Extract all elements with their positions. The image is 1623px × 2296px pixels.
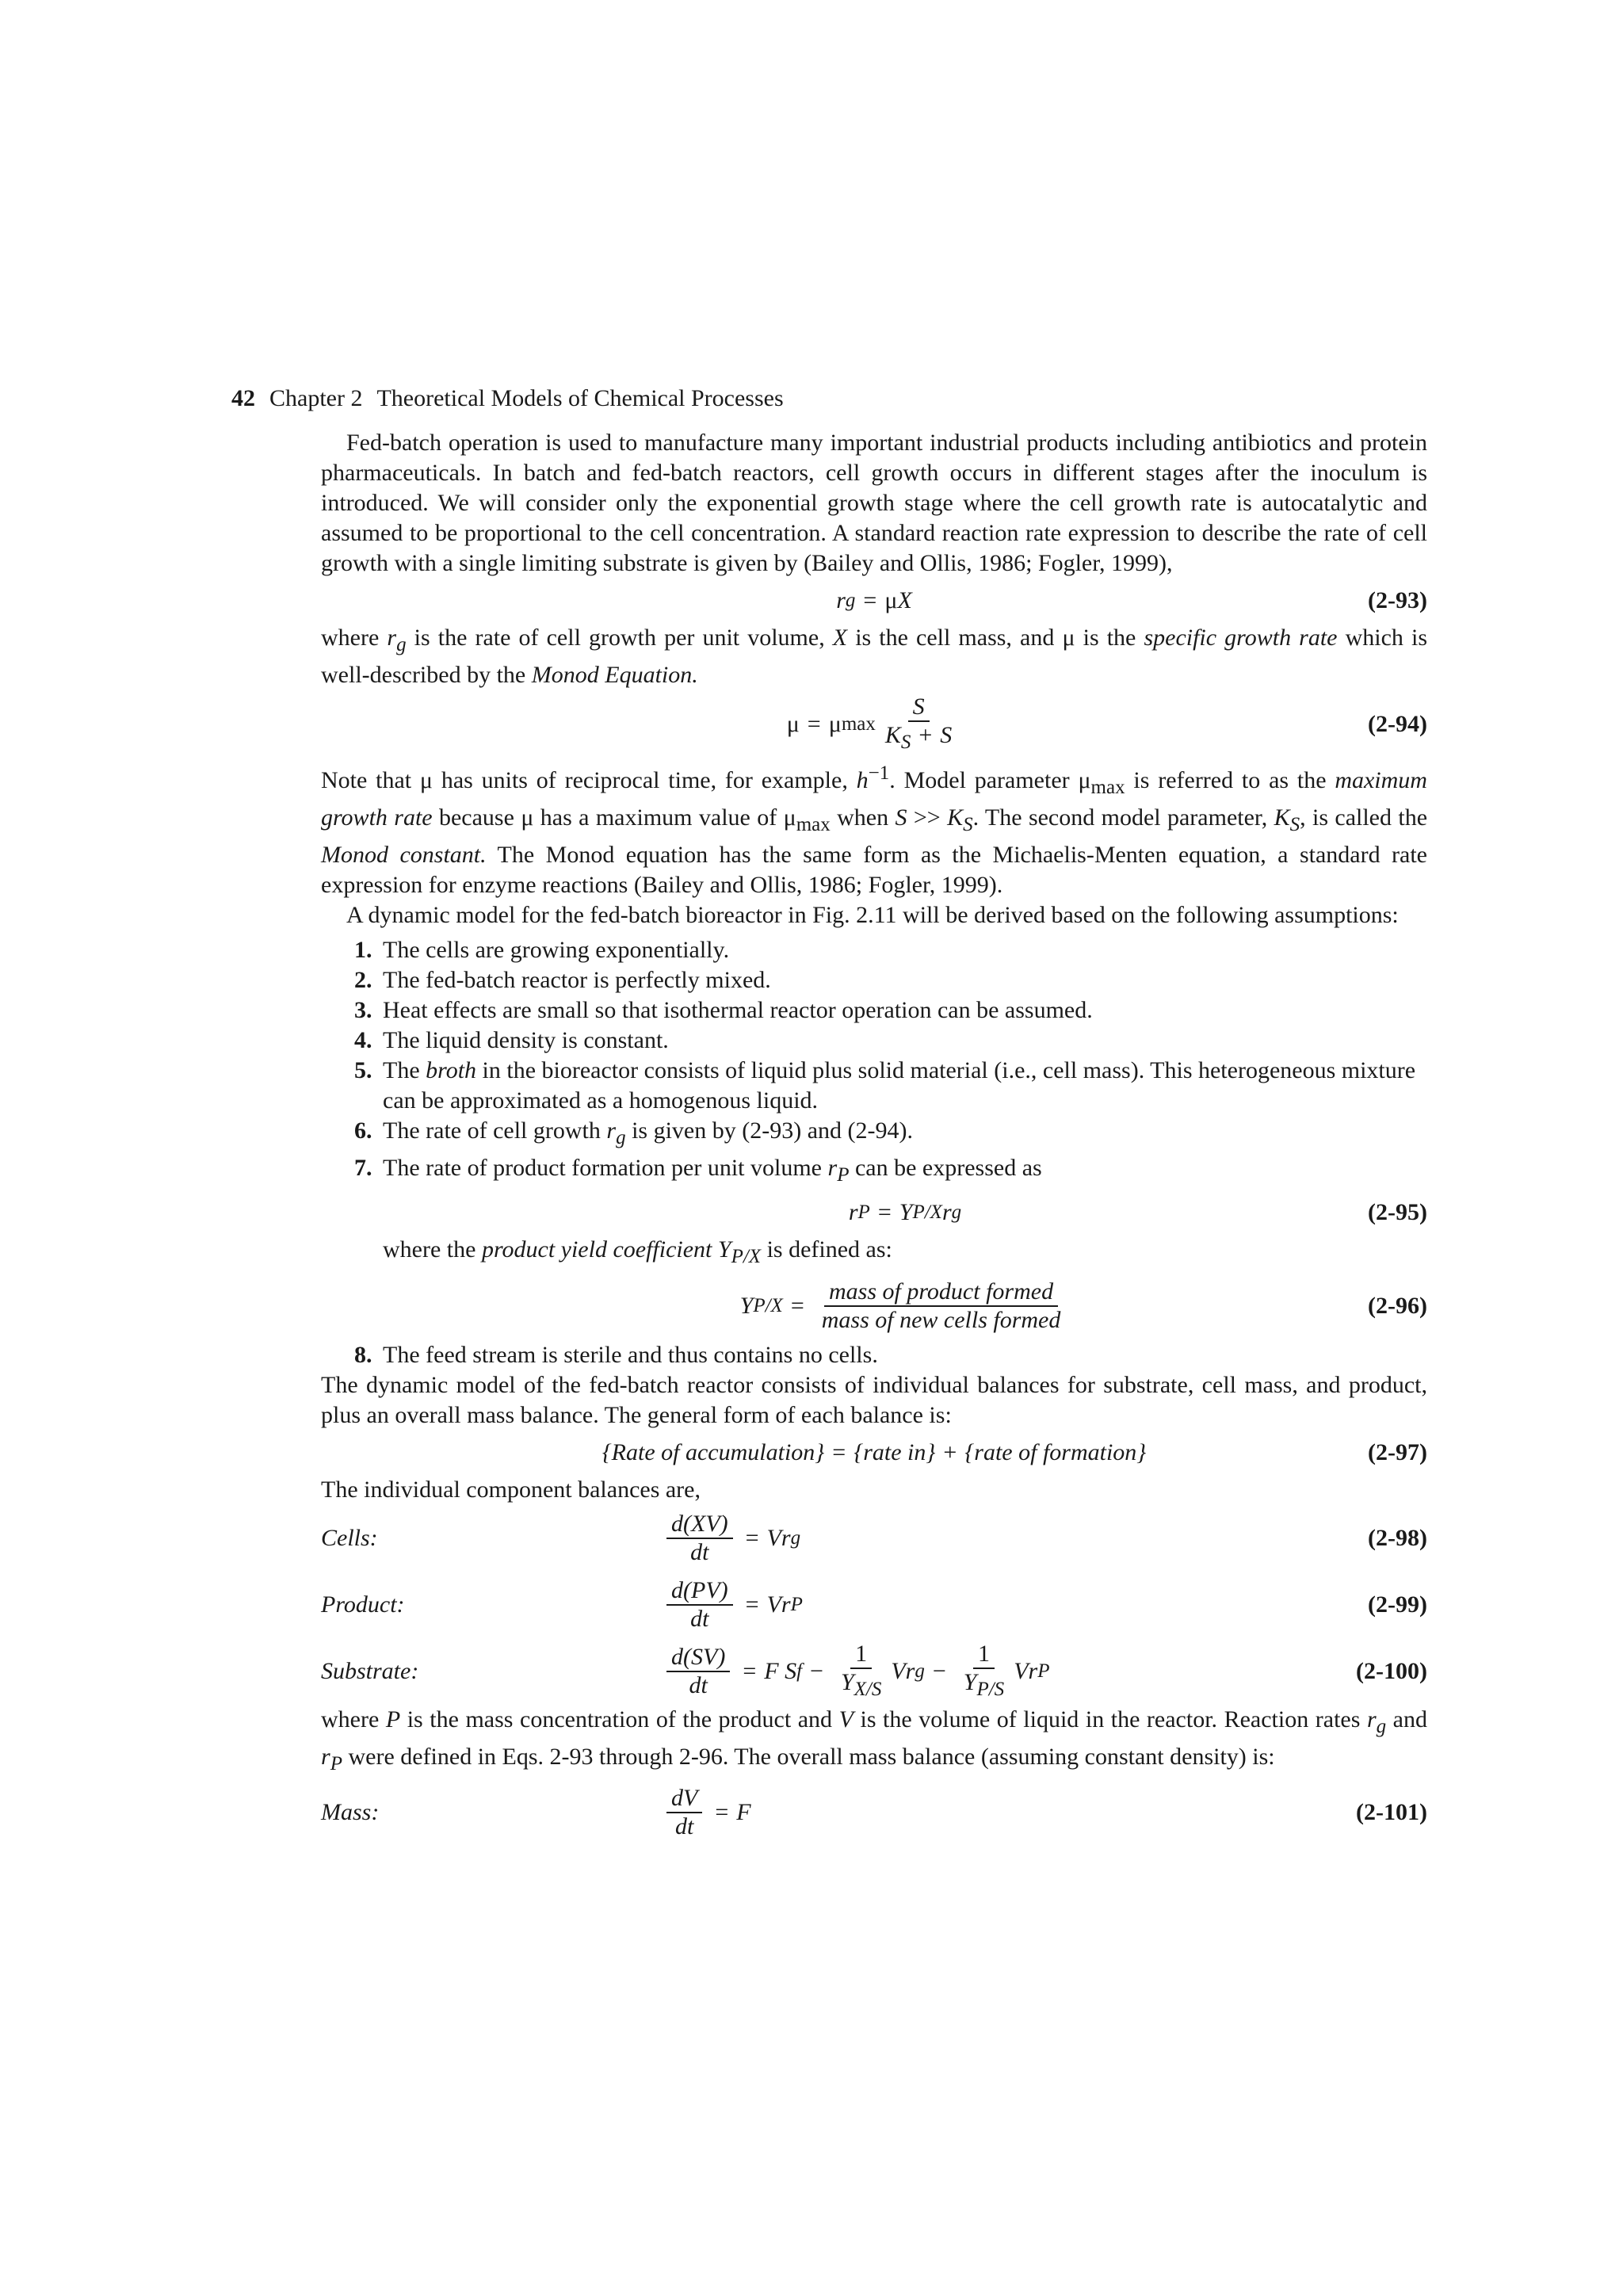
list-item: 7. The rate of product formation per unit volume $r_P$ can be expressed as r P = Y P/X r g (2-95) where the product yield coefficient $Y_{P/X}$ is defined as: Y P/X = $\frac{\text{mass of product formed}}{\text{mass of new cells formed}}$ (2-96) [378, 1153, 1427, 1340]
equation-number: (2-99) [1368, 1591, 1427, 1618]
equation-number: (2-100) [1356, 1658, 1427, 1684]
list-item: 5. The broth in the bioreactor consists of liquid plus solid material (i.e., cell mass). This heterogeneous mixture can be approximated as a homogenous liquid. [378, 1056, 1427, 1116]
equation-number: (2-101) [1356, 1799, 1427, 1825]
equation-2-99: Product: $\frac{d(PV)}{dt}$ = V r P (2-99) [321, 1577, 1427, 1632]
list-item: 8. The feed stream is sterile and thus contains no cells. [378, 1340, 1427, 1370]
equation-2-96: Y P/X = $\frac{\text{mass of product formed}}{\text{mass of new cells formed}}$ (2-96) [739, 1278, 1427, 1333]
body-text [321, 428, 1427, 1846]
equation-number: (2-96) [1368, 1293, 1427, 1319]
equation-label: Product: [321, 1591, 405, 1618]
assumption-list [321, 935, 1427, 1370]
equation-2-101: Mass: $\frac{dV}{dt}$ = F (2-101) [321, 1785, 1427, 1839]
equation-number: (2-98) [1368, 1525, 1427, 1551]
equation-2-100: Substrate: $\frac{d(SV)}{dt}$ = F S f − $\frac{1}{Y_{X/S}}$ V r g − $\frac{1}{Y_{P/S}}$ V r P (2-100) [321, 1640, 1427, 1700]
equation-number: (2-94) [1368, 711, 1427, 737]
equation-2-97: {Rate of accumulation} = {rate in} + {rate of formation} (2-97) [321, 1431, 1427, 1475]
page-number: 42 [231, 385, 255, 411]
equation-label: Substrate: [321, 1658, 419, 1684]
equation-2-93: r g = μ X (2-93) [321, 579, 1427, 623]
list-item: 4. The liquid density is constant. [378, 1026, 1427, 1056]
list-item: 6. The rate of cell growth $r_g$ is given by (2-93) and (2-94). [378, 1116, 1427, 1153]
paragraph-assumptions-intro: A dynamic model for the fed-batch bioreactor in Fig. 2.11 will be derived based on the following assumptions: [346, 902, 1399, 928]
paragraph-intro: Fed-batch operation is used to manufacture many important industrial products including antibiotics and protein pharmaceuticals. In batch and fed-batch reactors, cell growth occurs in different stages after the inoculum is introduced. We will consider only the exponential growth stage where the cell growth rate is autocatalytic and assumed to be proportional to the cell concentration. A standard reaction rate expression to describe the rate of cell growth with a single limiting substrate is given by (Bailey and Ollis, 1986; Fogler, 1999), [321, 430, 1427, 576]
running-header [231, 385, 784, 412]
equation-2-98: Cells: $\frac{d(XV)}{dt}$ = V r g (2-98) [321, 1511, 1427, 1565]
list-item: 3. Heat effects are small so that isothermal reactor operation can be assumed. [378, 995, 1427, 1026]
paragraph-monod: Note that μ has units of reciprocal time, for example, $h^{-1}$. Model parameter $\mu_{max}$ is referred to as the maximum growth rate because μ has a maximum value of $\mu_{max}$ when $S >> K_S$. The second model parameter, $K_S$, is called the Monod constant. The Monod equation has the same form as the Michaelis-Menten equation, a standard rate expression for enzyme reactions (Bailey and Ollis, 1986; Fogler, 1999). [321, 762, 1428, 898]
chapter-label: Chapter 2 [269, 385, 363, 411]
paragraph-growth-rate: where $r_g$ is the rate of cell growth per unit volume, X is the cell mass, and μ is the specific growth rate which is well-described by the Monod Equation. [321, 625, 1427, 688]
equation-number: (2-97) [1368, 1439, 1427, 1465]
equation-2-94: μ = μ max $\frac{S}{K_S + S}$ (2-94) [786, 693, 1427, 753]
paragraph-component-balances: The individual component balances are, [321, 1477, 701, 1503]
equation-2-95: r P = Y P/X r g (2-95) [383, 1190, 1427, 1235]
equation-label: Cells: [321, 1525, 378, 1551]
equation-label: Mass: [321, 1799, 380, 1825]
list-item: 2. The fed-batch reactor is perfectly mixed. [378, 965, 1427, 995]
paragraph-dynamic-model: The dynamic model of the fed-batch reactor consists of individual balances for substrate, cell mass, and product, plus an overall mass balance. The general form of each balance is: [321, 1372, 1427, 1428]
list-item: 1. The cells are growing exponentially. [378, 935, 1427, 965]
equation-number: (2-95) [1368, 1199, 1427, 1225]
chapter-title: Theoretical Models of Chemical Processes [376, 385, 784, 411]
equation-number: (2-93) [1368, 587, 1427, 613]
product-yield-definition: where the product yield coefficient $Y_{P/X}$ is defined as: [383, 1236, 892, 1267]
paragraph-mass-balance: where P is the mass concentration of the product and V is the volume of liquid in the reactor. Reaction rates $r_g$ and $r_P$ were defined in Eqs. 2-93 through 2-96. The overall mass balance (assuming constant density) is: [321, 1706, 1427, 1775]
